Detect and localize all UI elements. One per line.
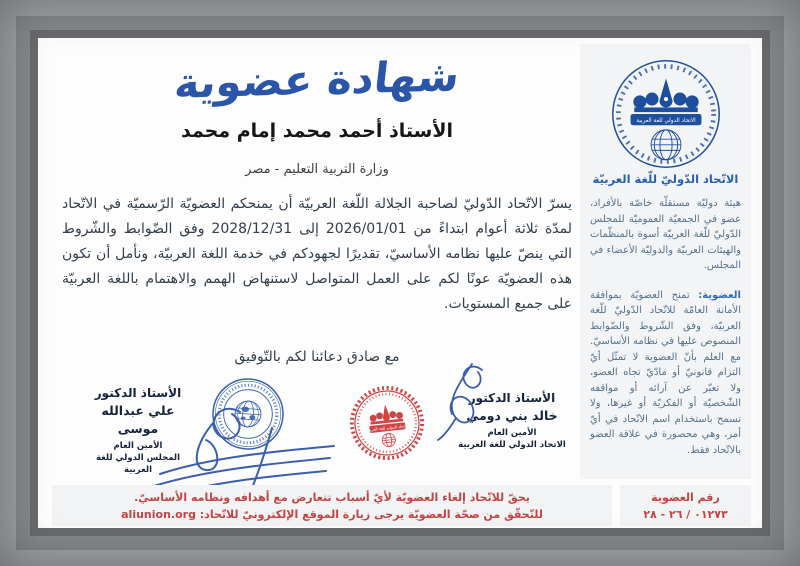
- signatory-name: خالد بني دومي: [466, 408, 558, 423]
- signatory-title: الأستاذ الدكتور: [468, 391, 556, 405]
- membership-terms-text: تمنح العضويّة بموافقة الأمانة العامّة للاتّحاد الدّوليّ للّغة العربيّة، وفق الشّروط والضّوابط المنصوص عليها في نظامه الأساسيّ. مع العلم بأنّ العضوية لا تمثّل أيّ التزام قانونيّ أو مادّيّ تجاه العضو، ولا تعبّر عن آرائه أو مواقفه الشّخصيّة أو الفكريّة أو غيرها، ولا تسمح باستخدام اسم الاتّحاد في أيّ أمر، وهي محصورة في علاقة العضو بالاتّحاد فقط.: [590, 289, 741, 456]
- signatory-role: الأمين العام: [487, 428, 537, 438]
- membership-number-value: ٠١٢٧٣ / ٢٦ - ٢٨: [643, 508, 728, 521]
- sidebar-union-info: [580, 44, 751, 479]
- union-name: الاتّحاد الدّوليّ للّغة العربيّة: [592, 172, 739, 186]
- union-logo: [610, 58, 722, 170]
- membership-number-box: [620, 485, 751, 526]
- footer-disclaimer: [52, 485, 612, 526]
- union-about-text: هيئة دوليّة مستقلّة خاصّة بالأفراد، عضو في الجمعيّة العموميّة للمجلس الدّوليّ للّغة العربيّة أسوة بالمنظّمات والهيئات العربيّة والدوليّة الأعضاء في المجلس.: [590, 198, 741, 271]
- union-logo-icon: [610, 58, 722, 170]
- signatory-org: المجلس الدولي للغة العربية: [95, 453, 181, 475]
- membership-terms-label: العضوية:: [698, 289, 741, 301]
- member-name: الأستاذ أحمد محمد إمام محمد: [180, 120, 454, 142]
- membership-number-label: رقم العضوية: [651, 491, 720, 504]
- red-stamp-banner-text: الاتحاد الدولي للغة العربية: [366, 423, 409, 433]
- union-website: aliunion.org: [121, 508, 196, 521]
- logo-banner-text: الاتحاد الدولي للغة العربية: [635, 117, 696, 124]
- certificate-body-text: يسرّ الاتّحاد الدّوليّ لصاحبة الجلالة اللّغة العربيّة أن يمنحكم العضويّة الرّسميّة في الاتّحاد لمدّة ثلاثة أعوام ابتداءً من 2026/01/01 إلى 2028/12/31 وفق الضّوابط والشّروط التي ينصّ عليها نظامه الأساسيّ، تقديرًا لجهودكم في خدمة اللغة العربيّة، ونأمل أن تكون هذه العضويّة عونًا لكم على العمل المتواصل لاستنهاض الهمم والاهتمام باللغة العربيّة على جميع المستويات.: [62, 196, 572, 312]
- membership-terms: [590, 288, 741, 459]
- certificate-page: [38, 38, 762, 528]
- signatory-name: علي عبدالله موسى: [101, 403, 175, 436]
- signatory-org: الاتحاد الدولي للغة العربية: [458, 440, 566, 450]
- signatory-role: الأمين العام: [113, 441, 163, 451]
- disclaimer-line2: للتّحقّق من صحّة العضويّة يرجى زيارة الموقع الإلكترونيّ للاتّحاد: aliunion.org: [121, 508, 543, 521]
- certificate-title: شهادة عضوية: [172, 51, 463, 108]
- member-organization: وزارة التربية التعليم - مصر: [245, 162, 389, 177]
- closing-wish: مع صادق دعائنا لكم بالتّوفيق: [234, 349, 400, 365]
- disclaimer-line1: يحقّ للاتّحاد إلغاء العضويّة لأيّ أسباب تتعارض مع أهدافه ونظامه الأساسيّ.: [134, 491, 530, 504]
- signature-scribble-right: [410, 356, 510, 446]
- signatory-title: الأستاذ الدكتور: [94, 386, 182, 400]
